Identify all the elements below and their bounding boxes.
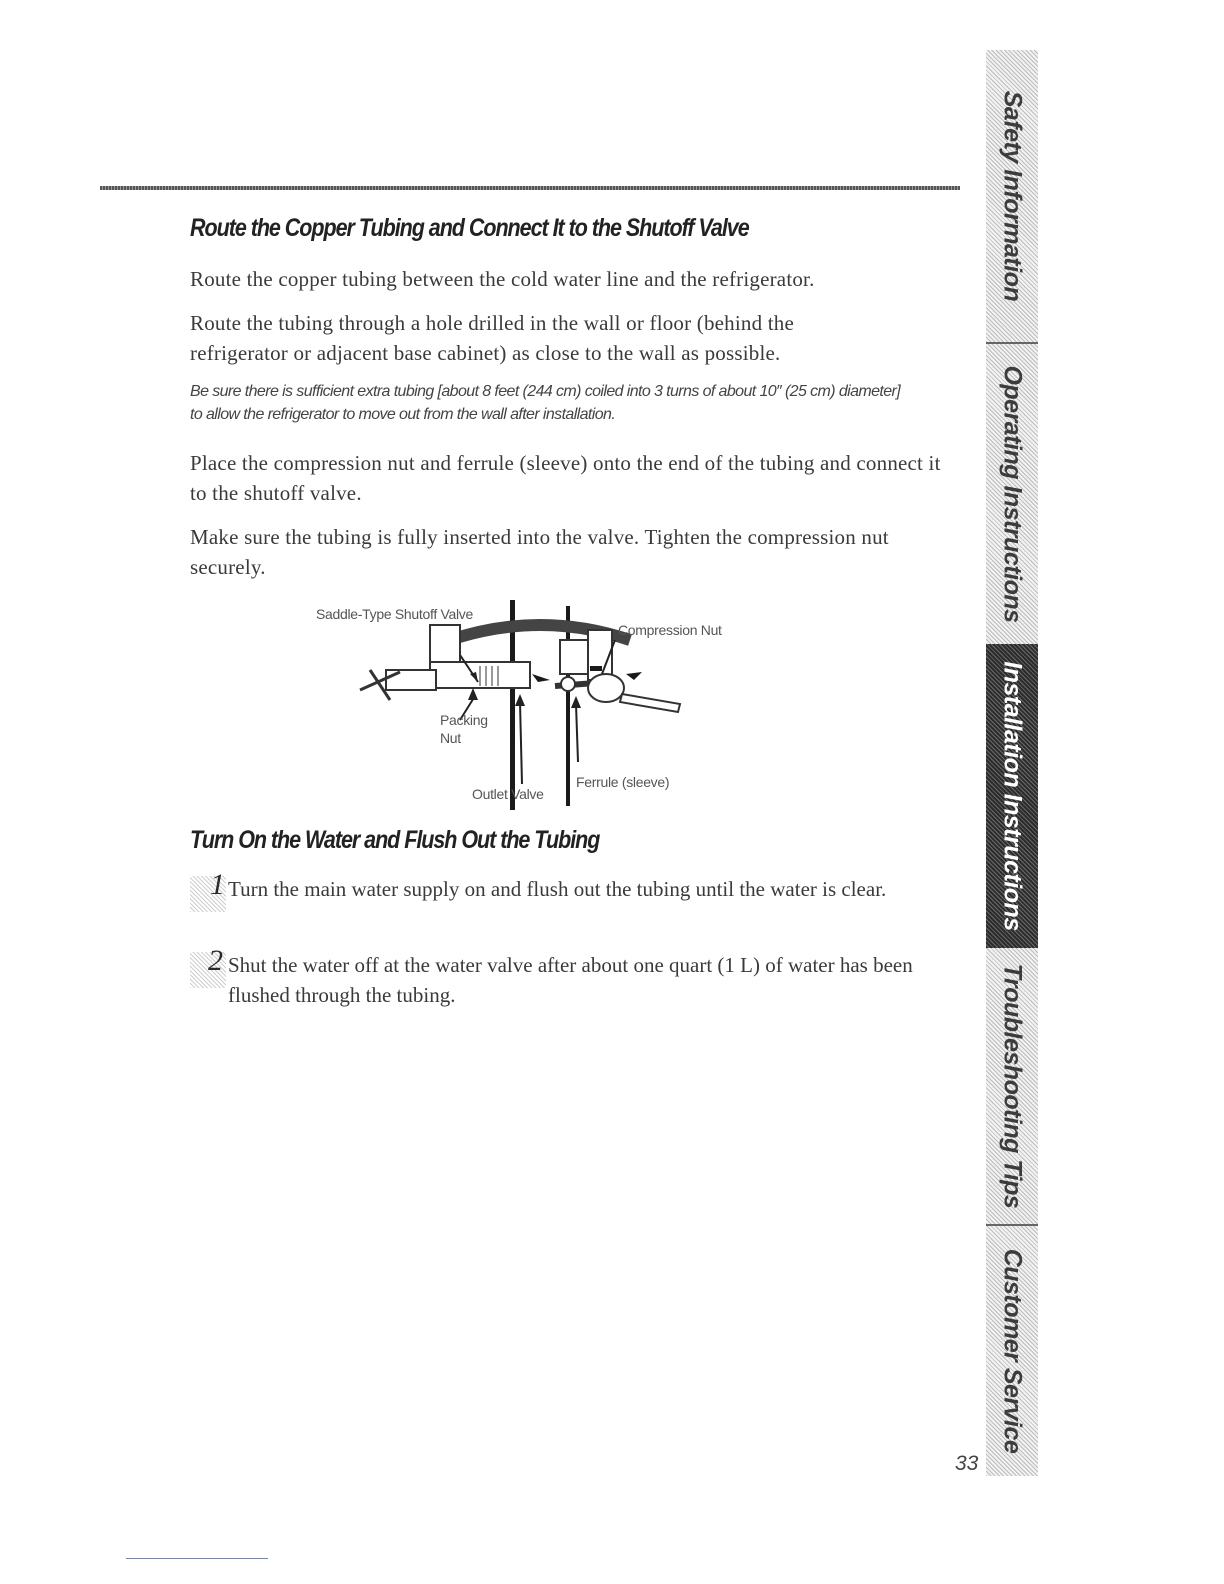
label-outlet-valve: Outlet Valve <box>472 786 544 802</box>
tab-customer-service[interactable] <box>986 1226 1038 1476</box>
heading-route-copper-tubing: Route the Copper Tubing and Connect It to the Shutoff Valve <box>190 214 749 242</box>
step-2-marker <box>190 944 226 988</box>
tab-label-installation-instructions: Installation Instructions <box>998 661 1027 931</box>
note-extra-tubing: Be sure there is sufficient extra tubing [about 8 feet (244 cm) coiled into 3 turns of about 10″ (25 cm) diameter] to allow the refrigerator to move out from the wall after installation. <box>190 383 901 423</box>
section-divider-rule <box>100 186 960 190</box>
label-ferrule-sleeve: Ferrule (sleeve) <box>576 774 670 790</box>
step-2-text: Shut the water off at the water valve after about one quart (1 L) of water has been flushed through the tubing. <box>228 953 913 1007</box>
label-packing: Packing <box>440 712 488 728</box>
footer-line <box>126 1558 268 1559</box>
tab-label-operating-instructions: Operating Instructions <box>998 365 1027 623</box>
step-1-text: Turn the main water supply on and flush out the tubing until the water is clear. <box>228 877 887 901</box>
label-compression-nut: Compression Nut <box>618 622 722 638</box>
tab-troubleshooting-tips[interactable] <box>986 948 1038 1224</box>
section-tabs <box>986 50 1038 1476</box>
tab-label-safety-information: Safety Information <box>998 90 1027 302</box>
step-1-number: 1 <box>210 868 225 901</box>
tab-operating-instructions[interactable] <box>986 344 1038 644</box>
paragraph-route-through-hole: Route the tubing through a hole drilled in the wall or floor (behind the refrigerator or adjacent base cabinet) as close to the wall as possible. <box>190 311 795 365</box>
paragraph-tighten-nut: Make sure the tubing is fully inserted into the valve. Tighten the compression nut securely. <box>190 525 889 579</box>
tab-installation-instructions[interactable] <box>986 644 1038 948</box>
label-nut: Nut <box>440 730 461 746</box>
heading-turn-on-water: Turn On the Water and Flush Out the Tubing <box>190 826 600 854</box>
tab-safety-information[interactable] <box>986 50 1038 342</box>
paragraph-route-tubing: Route the copper tubing between the cold water line and the refrigerator. <box>190 267 815 291</box>
step-1-marker <box>190 868 226 912</box>
tab-label-troubleshooting-tips: Troubleshooting Tips <box>998 963 1027 1209</box>
label-saddle-type-shutoff-valve: Saddle-Type Shutoff Valve <box>316 606 473 622</box>
paragraph-place-compression-nut: Place the compression nut and ferrule (sleeve) onto the end of the tubing and connect it to the shutoff valve. <box>190 451 941 505</box>
tab-label-customer-service: Customer Service <box>998 1248 1027 1454</box>
step-2-number: 2 <box>208 944 223 977</box>
page-number: 33 <box>955 1452 979 1475</box>
shutoff-valve-diagram <box>300 600 740 810</box>
